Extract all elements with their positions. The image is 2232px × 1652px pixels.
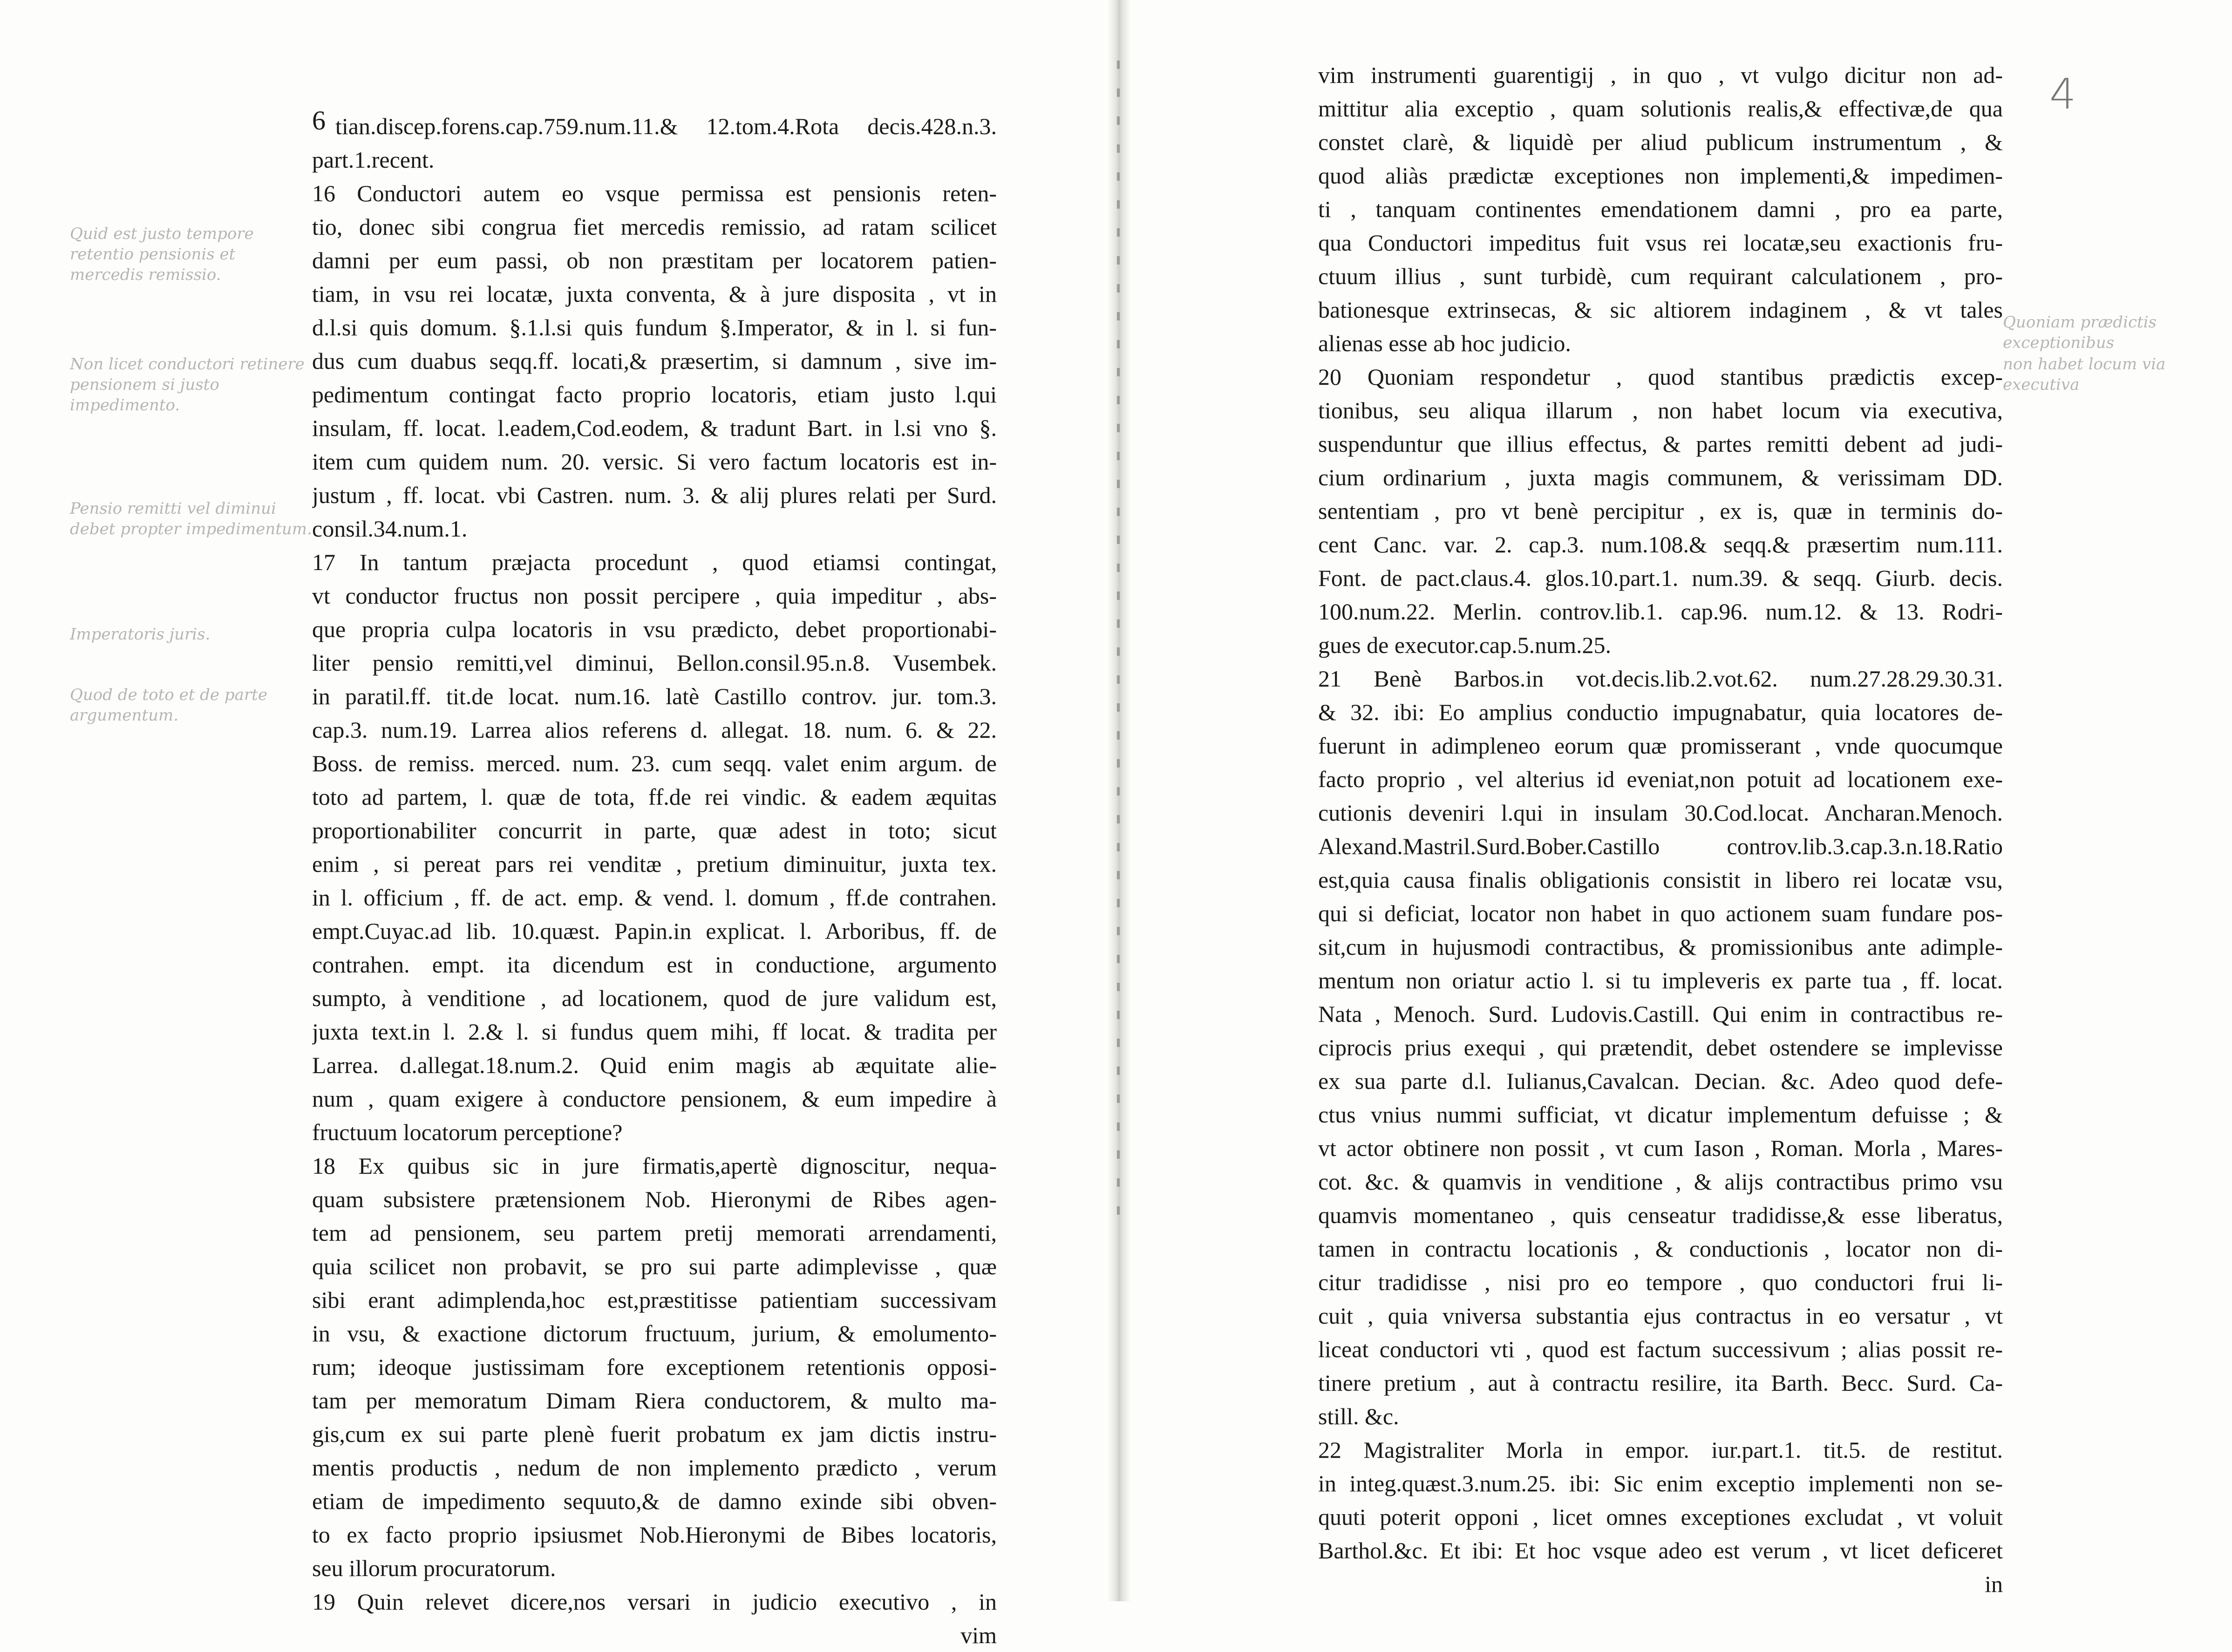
text-line: tian.discep.forens.cap.759.num.11.& 12.tom.4.Rota decis.428.n.3.: [335, 113, 997, 139]
text-line: fructuum locatorum perceptione?: [312, 1119, 623, 1145]
text-line: 16 Conductori autem eo vsque permissa est pensionis reten-: [312, 180, 997, 206]
marginal-note: Quod de toto et de parte argumentum.: [70, 686, 267, 725]
text-line: rum; ideoque justissimam fore exceptionem retentionis opposi-: [312, 1354, 997, 1380]
text-line: 22 Magistraliter Morla in empor. iur.part.1. tit.5. de restitut.: [1318, 1437, 2003, 1463]
text-line: tionibus, seu aliqua illarum , non habet locum via executiva,: [1318, 397, 2003, 423]
text-line: vt conductor fructus non possit percipere , quia impeditur , abs-: [312, 583, 997, 609]
text-line: quod aliàs prædictæ exceptiones non implementi,& impedimen-: [1318, 163, 2003, 189]
text-line: juxta text.in l. 2.& l. si fundus quem mihi, ff locat. & tradita per: [312, 1019, 997, 1045]
text-line: gues de executor.cap.5.num.25.: [1318, 632, 1611, 658]
text-line: sibi erant adimplenda,hoc est,præstitisse patientiam successivam: [312, 1287, 997, 1313]
right-text-column: [1318, 58, 2003, 1601]
text-line: & 32. ibi: Eo amplius conductio impugnabatur, quia locatores de-: [1318, 699, 2003, 725]
text-line: item cum quidem num. 20. versic. Si vero factum locatoris est in-: [312, 449, 997, 475]
text-line: empt.Cuyac.ad lib. 10.quæst. Papin.in explicat. l. Arboribus, ff. de: [312, 918, 997, 944]
text-line: etiam de impedimento sequuto,& de damno exinde sibi obven-: [312, 1488, 997, 1514]
text-line: tam per memoratum Dimam Riera conductorem, & multo ma-: [312, 1387, 997, 1414]
text-line: sententiam , pro vt benè percipitur , ex is, quæ in terminis do-: [1318, 498, 2003, 524]
text-line: qui si deficiat, locator non habet in quo actionem suam fundare pos-: [1318, 900, 2003, 926]
text-line: liceat conductori vti , quod est factum successivum ; alias possit re-: [1318, 1336, 2003, 1362]
text-line: 21 Benè Barbos.in vot.decis.lib.2.vot.62. num.27.28.29.30.31.: [1318, 666, 2003, 692]
text-line: cent Canc. var. 2. cap.3. num.108.& seqq.& præsertim num.111.: [1318, 531, 2003, 557]
text-line: insulam, ff. locat. l.eadem,Cod.eodem, & tradunt Bart. in l.si vno §.: [312, 415, 997, 441]
marginal-note: Quid est justo tempore retentio pensionis et mercedis remissio.: [70, 224, 254, 284]
text-line: still. &c.: [1318, 1403, 1399, 1429]
text-line: proportionabiliter concurrit in parte, quæ adest in toto; sicut: [312, 817, 997, 843]
text-line: damni per eum passi, ob non præstitam per locatorem patien-: [312, 247, 997, 273]
text-line: d.l.si quis domum. §.1.l.si quis fundum §.Imperator, & in l. si fun-: [312, 314, 997, 340]
text-line: facto proprio , vel alterius id eveniat,non potuit ad locationem exe-: [1318, 766, 2003, 792]
text-line: enim , si pereat pars rei venditæ , pretium diminuitur, juxta tex.: [312, 851, 997, 877]
text-line: citur tradidisse , nisi pro eo tempore , quo conductori frui li-: [1318, 1269, 2003, 1295]
text-line: Font. de pact.claus.4. glos.10.part.1. num.39. & seqq. Giurb. decis.: [1318, 565, 2003, 591]
text-line: part.1.recent.: [312, 147, 435, 173]
text-line: vim instrumenti guarentigij , in quo , vt vulgo dicitur non ad-: [1318, 62, 2003, 88]
text-line: Nata , Menoch. Surd. Ludovis.Castill. Qui enim in contractibus re-: [1318, 1001, 2003, 1027]
text-line: cium ordinarium , juxta magis communem, & verissimam DD.: [1318, 464, 2003, 490]
text-line: liter pensio remitti,vel diminui, Bellon.consil.95.n.8. Vusembek.: [312, 650, 997, 676]
text-line: cot. &c. & quamvis in venditione , & alijs contractibus primo vsu: [1318, 1169, 2003, 1195]
text-line: tiam, in vsu rei locatæ, juxta conventa, & à jure disposita , vt in: [312, 281, 997, 307]
text-line: que propria culpa locatoris in vsu prædicto, debet proportionabi-: [312, 616, 997, 642]
text-line: pedimentum contingat facto proprio locatoris, etiam justo l.qui: [312, 381, 997, 408]
text-line: to ex facto proprio ipsiusmet Nob.Hieronymi de Bibes locatoris,: [312, 1522, 997, 1548]
text-line: 17 In tantum præjacta procedunt , quod etiamsi contingat,: [312, 549, 997, 575]
text-line: Boss. de remiss. merced. num. 23. cum seqq. valet enim argum. de: [312, 750, 997, 776]
text-line: quuti poterit opponi , licet omnes exceptiones excludat , vt voluit: [1318, 1504, 2003, 1530]
marginal-note: Pensio remitti vel diminui debet propter impedimentum.: [70, 499, 312, 538]
binding-stitch: [1117, 61, 1120, 1225]
text-line: alienas esse ab hoc judicio.: [1318, 330, 1571, 356]
text-line: 18 Ex quibus sic in jure firmatis,apertè dignoscitur, nequa-: [312, 1153, 997, 1179]
text-line: 19 Quin relevet dicere,nos versari in judicio executivo , in: [312, 1589, 997, 1615]
page-number: 6: [312, 105, 326, 136]
archive-number: 4: [2049, 70, 2076, 119]
left-text-column: [312, 109, 997, 1652]
text-line: cap.3. num.19. Larrea alios referens d. allegat. 18. num. 6. & 22.: [312, 717, 997, 743]
text-line: ti , tanquam continentes emendationem damni , pro ea parte,: [1318, 196, 2003, 222]
text-line: tio, donec sibi congrua fiet mercedis remissio, ad ratam scilicet: [312, 214, 997, 240]
text-line: contrahen. empt. ita dicendum est in conductione, argumento: [312, 952, 997, 978]
text-line: Larrea. d.allegat.18.num.2. Quid enim magis ab æquitate alie-: [312, 1052, 997, 1078]
text-line: quia scilicet non probavit, se pro sui parte adimplevisse , quæ: [312, 1253, 997, 1279]
text-line: est,quia causa finalis obligationis consistit in libero rei locatæ vsu,: [1318, 867, 2003, 893]
text-line: quam subsistere prætensionem Nob. Hieronymi de Ribes agen-: [312, 1186, 997, 1212]
text-line: dus cum duabus seqq.ff. locati,& præsertim, si damnum , sive im-: [312, 348, 997, 374]
text-line: seu illorum procuratorum.: [312, 1555, 556, 1581]
text-line: in integ.quæst.3.num.25. ibi: Sic enim exceptio implementi non se-: [1318, 1470, 2003, 1496]
text-line: toto ad partem, l. quæ de tota, ff.de rei vindic. & eadem æquitas: [312, 784, 997, 810]
text-line: num , quam exigere à conductore pensionem, & eum impedire à: [312, 1086, 997, 1112]
text-line: gis,cum ex sui parte plenè fuerit probatum ex jam dictis instru-: [312, 1421, 997, 1447]
text-line: mittitur alia exceptio , quam solutionis realis,& effectivæ,de qua: [1318, 95, 2003, 122]
text-line: tinere pretium , aut à contractu resilire, ita Barth. Becc. Surd. Ca-: [1318, 1370, 2003, 1396]
text-line: ciprocis prius exequi , qui prætendit, debet ostendere se implevisse: [1318, 1034, 2003, 1061]
left-page: [0, 0, 1109, 1648]
text-line: suspenduntur que illius effectus, & partes remitti debent ad judi-: [1318, 431, 2003, 457]
text-line: ctus vnius nummi sufficiat, vt dicatur implementum defuisse ; &: [1318, 1101, 2003, 1128]
text-line: constet clarè, & liquidè per aliud publicum instrumentum , &: [1318, 129, 2003, 155]
text-line: 20 Quoniam respondetur , quod stantibus prædictis excep-: [1318, 364, 2003, 390]
text-line: ctuum illius , sunt turbidè, cum requirant calculationem , pro-: [1318, 263, 2003, 289]
text-line: fuerunt in adimpleneo eorum quæ promisserant , vnde quocumque: [1318, 733, 2003, 759]
marginal-note: Imperatoris juris.: [70, 625, 211, 644]
text-line: cuit , quia vniversa substantia ejus contractus in eo versatur , vt: [1318, 1303, 2003, 1329]
text-line: vt actor obtinere non possit , vt cum Iason , Roman. Morla , Mares-: [1318, 1135, 2003, 1161]
text-line: mentis productis , nedum de non implemento prædicto , verum: [312, 1455, 997, 1481]
text-line: Barthol.&c. Et ibi: Et hoc vsque adeo est verum , vt licet deficeret: [1318, 1537, 2003, 1564]
marginal-note: Non licet conductori retinere pensionem si justo impedimento.: [70, 355, 305, 415]
text-line: in vsu, & exactione dictorum fructuum, jurium, & emolumento-: [312, 1320, 997, 1346]
right-page: [1127, 0, 2232, 1601]
marginal-note: non habet locum via executiva: [2003, 355, 2166, 394]
text-line: tamen in contractu locationis , & conductionis , locator non di-: [1318, 1236, 2003, 1262]
text-line: qua Conductori impeditus fuit vsus rei locatæ,seu exactionis fru-: [1318, 230, 2003, 256]
text-line: in paratil.ff. tit.de locat. num.16. latè Castillo controv. jur. tom.3.: [312, 683, 997, 709]
text-line: tem ad pensionem, seu partem pretij memorati arrendamenti,: [312, 1220, 997, 1246]
text-line: vim: [960, 1622, 997, 1648]
text-line: ex sua parte d.l. Iulianus,Cavalcan. Decian. &c. Adeo quod defe-: [1318, 1068, 2003, 1094]
text-line: 100.num.22. Merlin. controv.lib.1. cap.96. num.12. & 13. Rodri-: [1318, 598, 2003, 625]
text-line: Alexand.Mastril.Surd.Bober.Castillo controv.lib.3.cap.3.n.18.Ratio: [1318, 833, 2003, 859]
text-line: mentum non oriatur actio l. si tu impleveris ex parte tua , ff. locat.: [1318, 967, 2003, 993]
text-line: cutionis deveniri l.qui in insulam 30.Cod.locat. Ancharan.Menoch.: [1318, 800, 2003, 826]
text-line: justum , ff. locat. vbi Castren. num. 3. & alij plures relati per Surd.: [312, 482, 997, 508]
text-line: sit,cum in hujusmodi contractibus, & promissionibus ante adimple-: [1318, 934, 2003, 960]
text-line: in: [1985, 1571, 2003, 1597]
text-line: quamvis momentaneo , quis censeatur tradidisse,& esse liberatus,: [1318, 1202, 2003, 1228]
marginal-note: Quoniam prædictis exceptionibus: [2003, 313, 2157, 352]
text-line: consil.34.num.1.: [312, 516, 468, 542]
text-line: bationesque extrinsecas, & sic altiorem indaginem , & vt tales: [1318, 297, 2003, 323]
text-line: sumpto, à venditione , ad locationem, quod de jure validum est,: [312, 985, 997, 1011]
text-line: in l. officium , ff. de act. emp. & vend. l. domum , ff.de contrahen.: [312, 884, 997, 911]
